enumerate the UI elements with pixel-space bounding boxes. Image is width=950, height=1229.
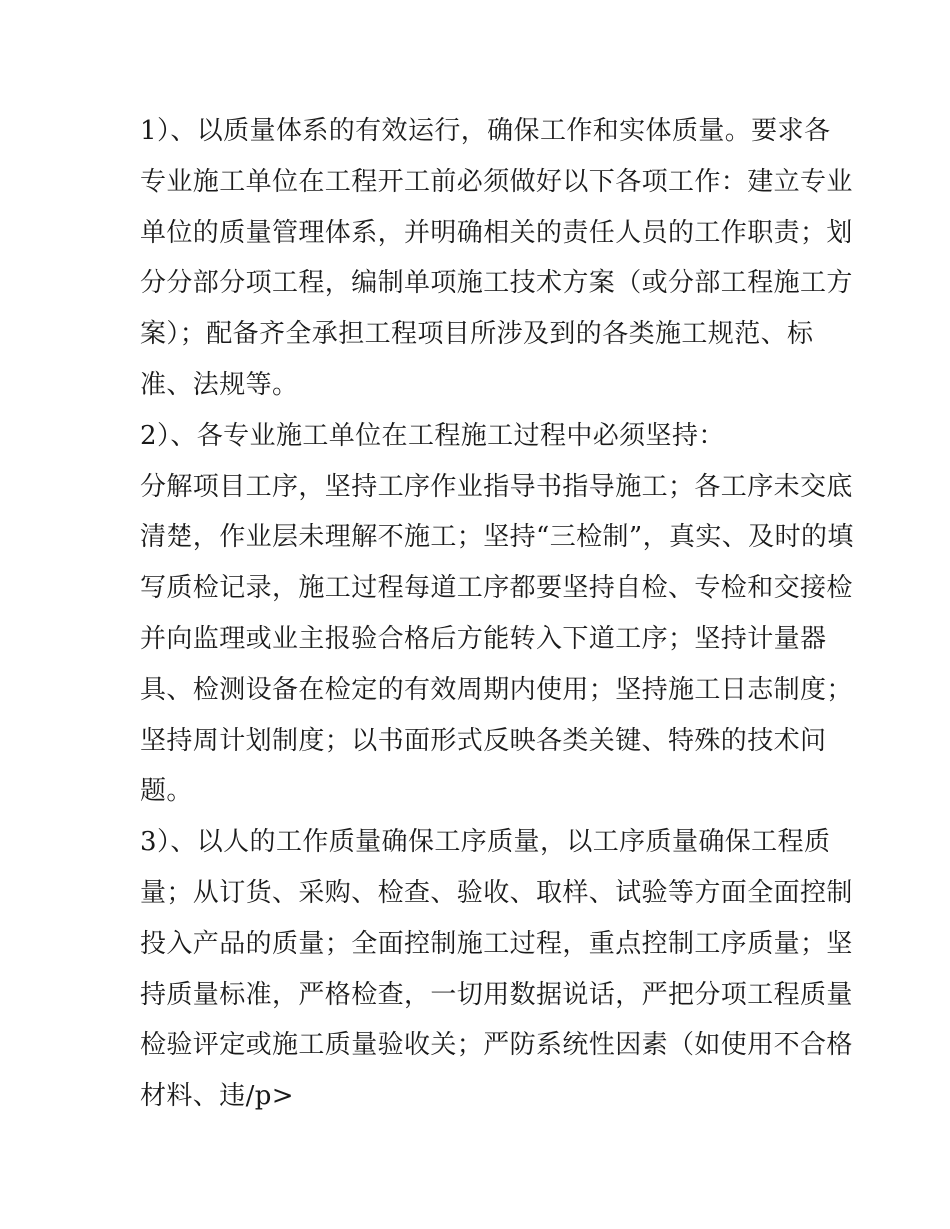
paragraph-4-line: 3）、以人的工作质量确保工序质量，以工序质量确保工程质 — [140, 827, 831, 858]
paragraph-1-line: 准、法规等。 — [140, 369, 299, 400]
paragraph-4-line: 量；从订货、采购、检查、验收、取样、试验等方面全面控制 — [140, 877, 853, 908]
paragraph-1-line: 1）、以质量体系的有效运行，确保工作和实体质量。要求各 — [140, 116, 831, 146]
paragraph-3-line: 写质检记录，施工过程每道工序都要坚持自检、专检和交接检 — [140, 573, 853, 604]
paragraph-3-line: 分解项目工序，坚持工序作业指导书指导施工；各工序未交底 — [140, 471, 853, 502]
paragraph-4-line: 投入产品的质量；全面控制施工过程，重点控制工序质量；坚 — [140, 928, 853, 959]
paragraph-2-heading: 2）、各专业施工单位在工程施工过程中必须坚持： — [140, 420, 725, 451]
paragraph-1-line: 单位的质量管理体系，并明确相关的责任人员的工作职责；划 — [140, 217, 853, 248]
paragraph-3-line: 具、检测设备在检定的有效周期内使用；坚持施工日志制度； — [140, 674, 853, 705]
paragraph-3-line: 题。 — [140, 776, 193, 807]
paragraph-1-line: 案）；配备齐全承担工程项目所涉及到的各类施工规范、标 — [140, 319, 814, 350]
document-body — [140, 106, 854, 1122]
paragraph-3-line: 清楚，作业层未理解不施工；坚持“三检制”，真实、及时的填 — [140, 522, 854, 553]
paragraph-1-line: 分分部分项工程，编制单项施工技术方案（或分部工程施工方 — [140, 268, 853, 299]
paragraph-4-line: 材料、违/p> — [140, 1081, 294, 1112]
paragraph-3-line: 坚持周计划制度；以书面形式反映各类关键、特殊的技术问 — [140, 725, 827, 756]
paragraph-4-line: 持质量标准，严格检查，一切用数据说话，严把分项工程质量 — [140, 979, 853, 1010]
paragraph-1-line: 专业施工单位在工程开工前必须做好以下各项工作：建立专业 — [140, 166, 853, 197]
paragraph-3-line: 并向监理或业主报验合格后方能转入下道工序；坚持计量器 — [140, 623, 827, 654]
paragraph-4-line: 检验评定或施工质量验收关；严防系统性因素（如使用不合格 — [140, 1030, 853, 1061]
